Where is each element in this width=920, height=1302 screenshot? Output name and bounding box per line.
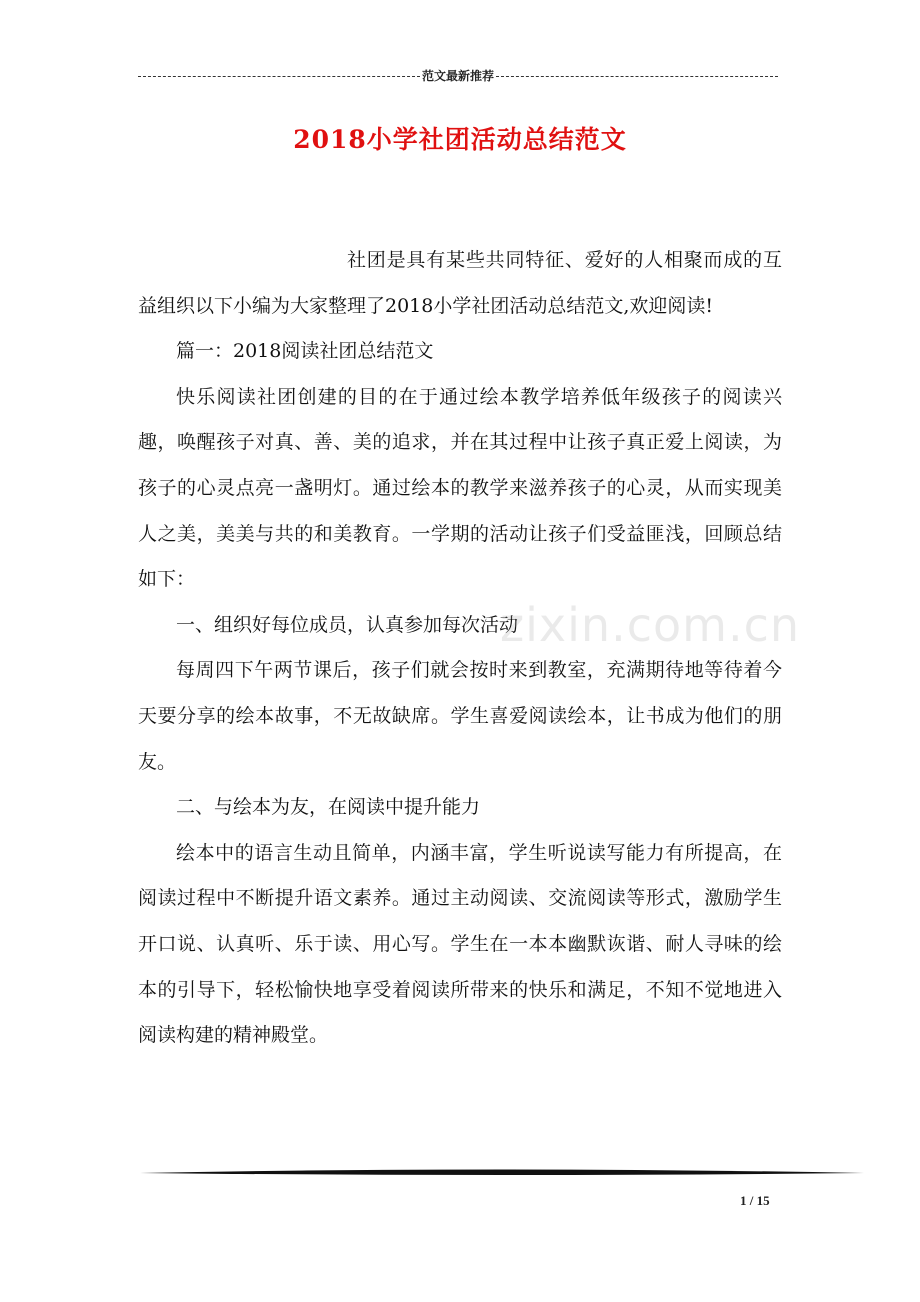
- footer-divider: [140, 1168, 864, 1178]
- body-paragraph: 绘本中的语言生动且简单，内涵丰富，学生听说读写能力有所提高，在阅读过程中不断提升语文素养。通过主动阅读、交流阅读等形式，激励学生开口说、认真听、乐于读、用心写。学生在一本本幽默诙谐、耐人寻味的绘本的引导下，轻松愉快地享受着阅读所带来的快乐和满足，不知不觉地进入阅读构建的精神殿堂。: [138, 841, 782, 1047]
- body-paragraph: 快乐阅读社团创建的目的在于通过绘本教学培养低年级孩子的阅读兴趣，唤醒孩子对真、善、美的追求，并在其过程中让孩子真正爱上阅读，为孩子的心灵点亮一盏明灯。通过绘本的教学来滋养孩子的心灵，从而实现美人之美，美美与共的和美教育。一学期的活动让孩子们受益匪浅，回顾总结如下：: [138, 385, 782, 591]
- intro-paragraph: 社团是具有某些共同特征、爱好的人相聚而成的互益组织以下小编为大家整理了2018小学社团活动总结范文,欢迎阅读!: [138, 249, 782, 317]
- header-dash-right: [496, 76, 778, 77]
- section-heading-2: 一、组织好每位成员，认真参加每次活动: [176, 613, 519, 636]
- header-rule: [138, 68, 778, 84]
- section-heading-1: 篇一：2018阅读社团总结范文: [176, 340, 434, 363]
- document-body: [138, 238, 782, 1059]
- header-dash-left: [138, 76, 420, 77]
- page-number: 1 / 15: [740, 1193, 770, 1208]
- section-heading-3: 二、与绘本为友，在阅读中提升能力: [176, 796, 481, 819]
- watermark: zixin.com.cn: [500, 598, 801, 652]
- header-label: 范文最新推荐: [422, 69, 495, 83]
- body-paragraph: 每周四下午两节课后，孩子们就会按时来到教室，充满期待地等待着今天要分享的绘本故事，不无故缺席。学生喜爱阅读绘本，让书成为他们的朋友。: [138, 659, 782, 773]
- document-title: 2018小学社团活动总结范文: [293, 125, 627, 154]
- footer-divider-graphic: [140, 1168, 864, 1178]
